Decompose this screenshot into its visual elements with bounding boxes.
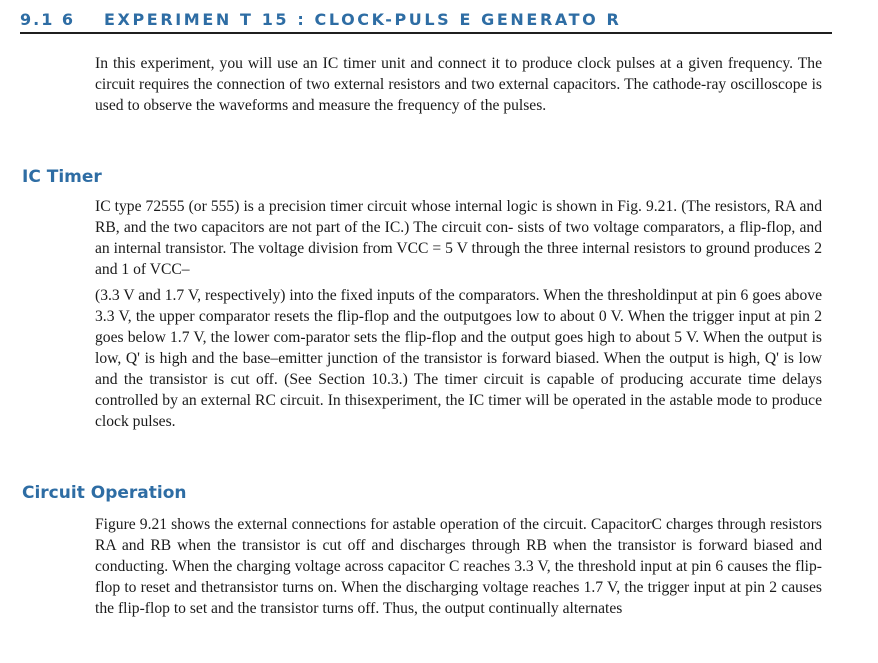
section-number: 9.1 6 (20, 10, 76, 29)
intro-paragraph: In this experiment, you will use an IC timer unit and connect it to produce clock pulses at a given frequency. The circuit requires the connection of two external resistors and two external capacitors. The cathode-ray oscilloscope is used to observe the waveforms and measure the frequency of the pulses. (95, 55, 822, 114)
circuit-operation-heading: Circuit Operation (22, 483, 187, 503)
ic-timer-paragraph-2: (3.3 V and 1.7 V, respectively) into the fixed inputs of the comparators. When the thresholdinput at pin 6 goes above 3.3 V, the upper comparator resets the flip-flop and the outputgoes low to about 0 V. When the trigger input at pin 2 goes below 1.7 V, the lower com-parator sets the flip-flop and the output goes high to about 5 V. When the output is low, Q' is high and the base–emitter junction of the transistor is forward biased. When the output is high, Q' is low and the transistor is cut off. (See Section 10.3.) The timer circuit is capable of producing accurate time delays controlled by an external RC circuit. In thisexperiment, the IC timer will be operated in the astable mode to produce clock pulses. (95, 287, 822, 430)
section-title: EXPERIMEN T 15 : CLOCK-PULS E GENERATO R (104, 10, 622, 29)
ic-timer-heading: IC Timer (22, 167, 102, 187)
ic-timer-paragraph-1: IC type 72555 (or 555) is a precision timer circuit whose internal logic is shown in Fig. 9.21. (The resistors, RA and RB, and the two capacitors are not part of the IC.) The circuit con- sists of two voltage comparators, a flip-flop, and an internal transistor. The voltage division from VCC = 5 V through the three internal resistors to ground produces 2 and 1 of VCC– (95, 198, 822, 278)
circuit-operation-paragraph: Figure 9.21 shows the external connections for astable operation of the circuit. CapacitorC charges through resistors RA and RB when the transistor is cut off and discharges through RB when the transistor is forward biased and conducting. When the charging voltage across capacitor C reaches 3.3 V, the threshold input at pin 6 causes the flip-flop to reset and thetransistor turns on. When the discharging voltage reaches 1.7 V, the trigger input at pin 2 causes the flip-flop to set and the transistor turns off. Thus, the output continually alternates (95, 516, 822, 617)
section-heading (20, 8, 832, 34)
